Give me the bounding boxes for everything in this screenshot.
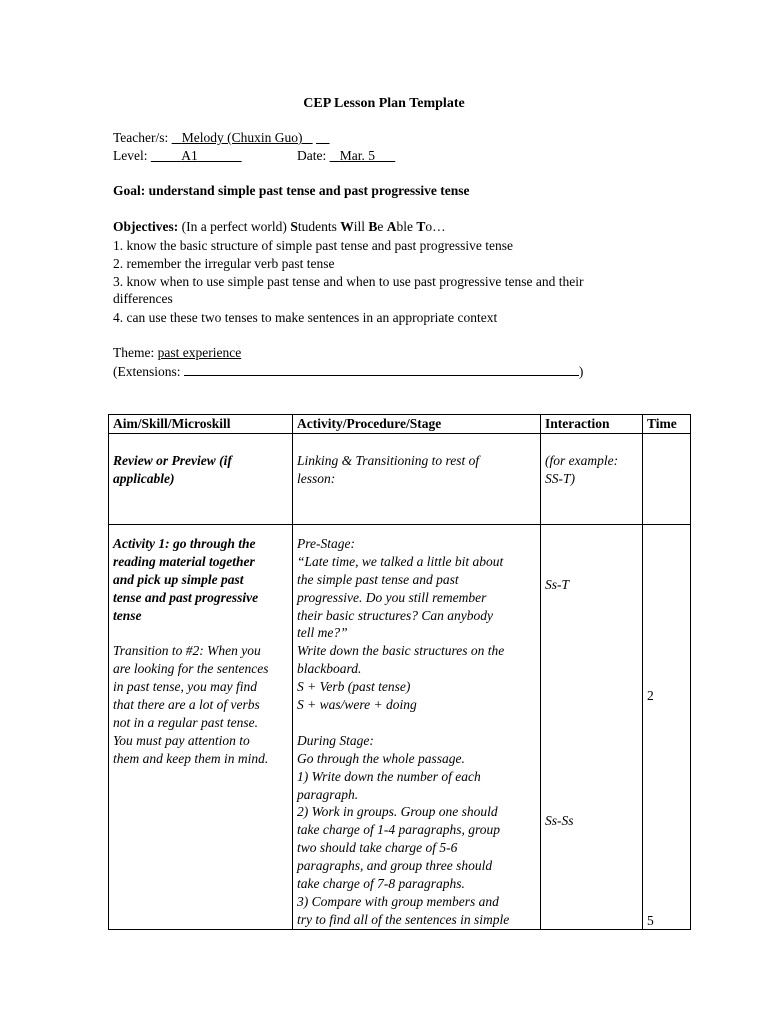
linking-cell: [293, 433, 541, 524]
interaction-cell: [541, 524, 643, 929]
table-header-row: [109, 415, 691, 434]
time-value: 5: [647, 912, 654, 928]
goal-heading: Goal: understand simple past tense and past progressive tense: [113, 183, 470, 198]
cell-line: (for example:: [545, 452, 619, 468]
objectives-letter-t: T: [416, 219, 426, 234]
objective-item: 2. remember the irregular verb past tense: [113, 256, 335, 271]
header-activity: Activity/Procedure/Stage: [293, 415, 541, 434]
cell-line: paragraph.: [297, 786, 359, 802]
cell-line: paragraphs, and group three should: [297, 858, 493, 874]
objective-item: 1. know the basic structure of simple past tense and past progressive tense: [113, 238, 514, 253]
cell-line: “Late time, we talked a little bit about: [297, 553, 504, 569]
cell-line: During Stage:: [297, 732, 374, 748]
objectives-intro: [113, 218, 446, 235]
teacher-value: Melody (Chuxin Guo): [181, 130, 303, 145]
objectives-word-students: tudents: [297, 219, 341, 234]
cell-line: Write down the basic structures on the: [297, 643, 505, 659]
date-label: Date:: [297, 148, 327, 163]
objectives-letter-b: B: [368, 219, 378, 234]
objectives-label: Objectives:: [113, 219, 179, 234]
document-title: CEP Lesson Plan Template: [303, 96, 465, 111]
cell-line: in past tense, you may find: [113, 679, 257, 695]
teacher-value-underline: [172, 130, 313, 145]
time-value: 2: [647, 687, 654, 703]
objective-item: 3. know when to use simple past tense and when to use past progressive tense and their: [113, 274, 584, 289]
extensions-line: [113, 362, 583, 380]
cell-line: 3) Compare with group members and: [297, 894, 499, 910]
cell-line: Review or Preview (if: [113, 452, 232, 468]
cell-line: Transition to #2: When you: [113, 643, 261, 659]
objectives-letter-s: S: [290, 219, 298, 234]
cell-line: SS-T): [545, 470, 575, 486]
objectives-word-will: ill: [353, 219, 369, 234]
cell-line: You must pay attention to: [113, 732, 250, 748]
cell-line: take charge of 1-4 paragraphs, group: [297, 822, 500, 838]
cell-line: 1) Write down the number of each: [297, 768, 481, 784]
table-row: [109, 433, 691, 524]
objectives-letter-a: A: [386, 219, 397, 234]
time-cell: [643, 524, 691, 929]
date-value: Mar. 5: [339, 148, 375, 163]
cell-line: 2) Work in groups. Group one should: [297, 804, 498, 820]
cell-line: tense: [113, 607, 142, 623]
date-value-underline: [330, 148, 396, 163]
cell-line: lesson:: [297, 470, 336, 486]
cell-line: progressive. Do you still remember: [297, 589, 487, 605]
extensions-blank: [184, 362, 579, 376]
level-line: [113, 147, 242, 164]
cell-line: Go through the whole passage.: [297, 750, 465, 766]
objectives-intro-text: (In a perfect world): [181, 219, 291, 234]
time-cell: [643, 433, 691, 524]
header-aim: Aim/Skill/Microskill: [109, 415, 293, 434]
cell-line: Activity 1: go through the: [113, 535, 256, 551]
activity-aim-cell: [109, 524, 293, 929]
cell-line: are looking for the sentences: [113, 661, 269, 677]
teacher-trailing-underline: [316, 130, 330, 145]
cell-line: them and keep them in mind.: [113, 750, 269, 766]
activity-procedure-cell: [293, 524, 541, 929]
review-preview-cell: [109, 433, 293, 524]
cell-line: Linking & Transitioning to rest of: [297, 452, 480, 468]
objectives-letter-w: W: [340, 219, 354, 234]
cell-line: take charge of 7-8 paragraphs.: [297, 876, 465, 892]
cell-line: tell me?”: [297, 625, 348, 641]
objective-item: differences: [113, 291, 173, 306]
teacher-line: [113, 129, 330, 146]
teacher-label: Teacher/s:: [113, 130, 169, 145]
level-value: A1: [181, 148, 198, 163]
cell-line: S + was/were + doing: [297, 697, 417, 713]
objective-item: 4. can use these two tenses to make sentences in an appropriate context: [113, 310, 498, 325]
cell-line: tense and past progressive: [113, 589, 259, 605]
theme-line: [113, 344, 241, 361]
extensions-close: ): [578, 364, 584, 379]
interaction-ss-t: Ss-T: [545, 576, 570, 592]
objectives-word-able: ble: [396, 219, 417, 234]
cell-line: their basic structures? Can anybody: [297, 607, 493, 623]
lesson-plan-table: [108, 414, 691, 930]
extensions-label: (Extensions:: [113, 364, 181, 379]
interaction-example-cell: [541, 433, 643, 524]
cell-line: try to find all of the sentences in simple: [297, 911, 510, 927]
cell-line: the simple past tense and past: [297, 571, 459, 587]
interaction-ss-ss: Ss-Ss: [545, 812, 574, 828]
cell-line: S + Verb (past tense): [297, 679, 411, 695]
cell-line: that there are a lot of verbs: [113, 697, 260, 713]
cell-line: applicable): [113, 470, 175, 486]
theme-label: Theme:: [113, 345, 155, 360]
header-time: Time: [643, 415, 691, 434]
theme-value: past experience: [157, 345, 242, 360]
objectives-word-to: o…: [425, 219, 446, 234]
cell-line: Pre-Stage:: [297, 535, 355, 551]
objectives-word-be: e: [377, 219, 387, 234]
level-label: Level:: [113, 148, 148, 163]
cell-line: two should take charge of 5-6: [297, 840, 458, 856]
cell-line: blackboard.: [297, 661, 362, 677]
cell-line: and pick up simple past: [113, 571, 244, 587]
date-line: [297, 147, 395, 164]
level-value-underline: [151, 148, 242, 163]
cell-line: reading material together: [113, 553, 255, 569]
header-interaction: Interaction: [541, 415, 643, 434]
table-row: [109, 524, 691, 929]
cell-line: not in a regular past tense.: [113, 714, 258, 730]
